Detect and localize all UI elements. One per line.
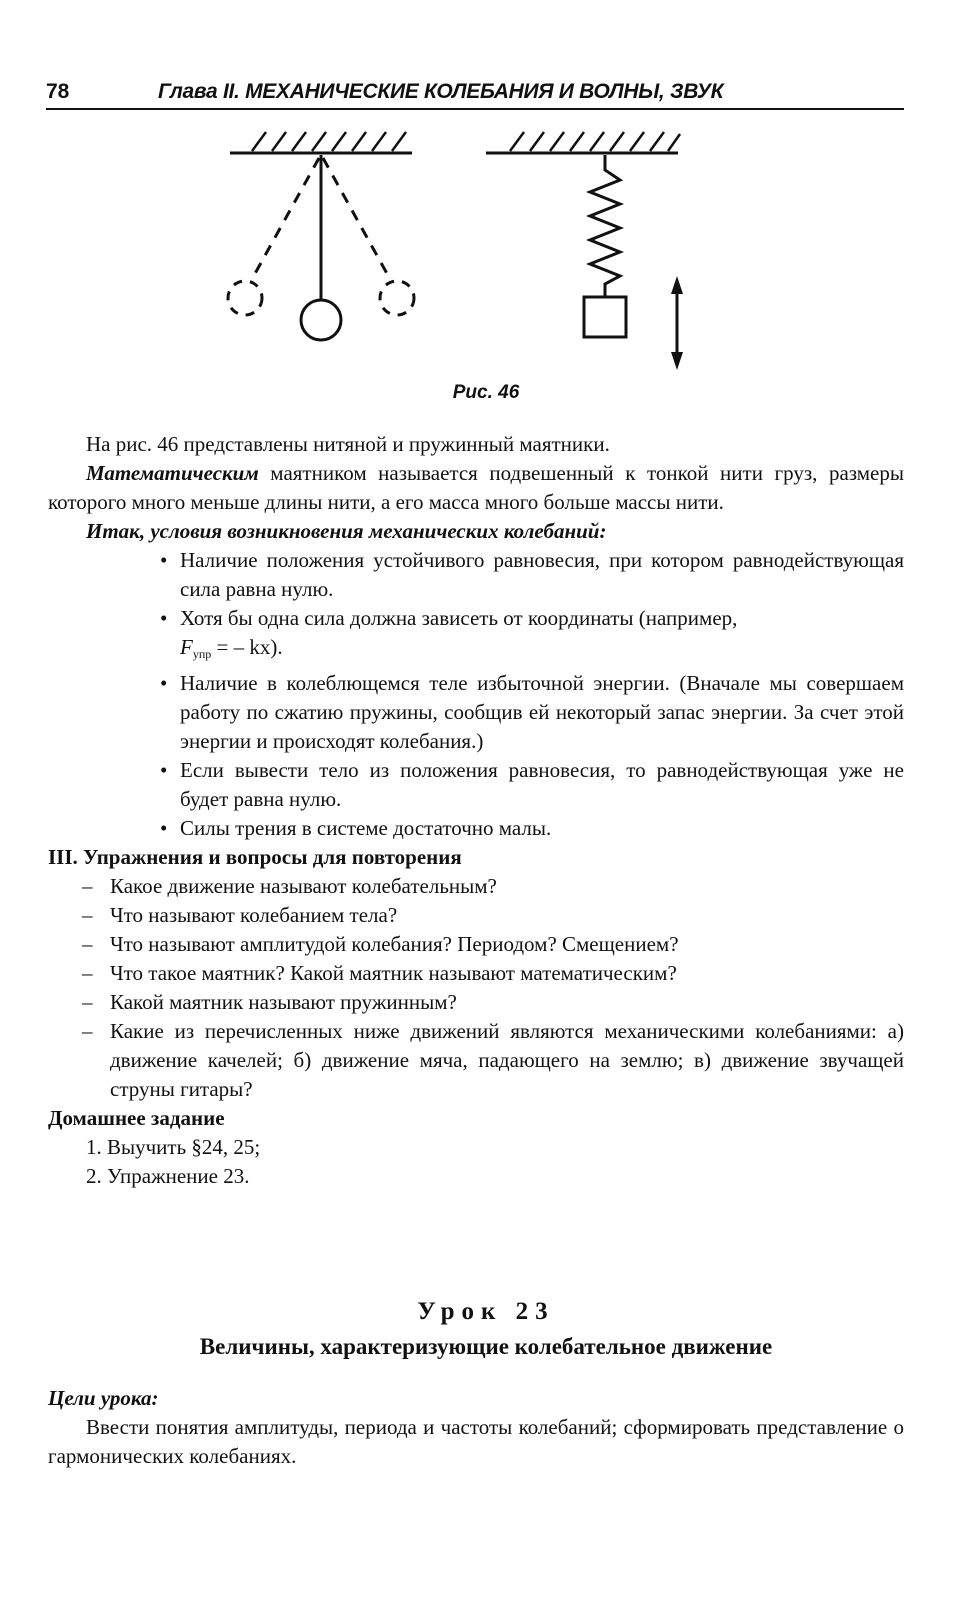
exercises-heading: III. Упражнения и вопросы для повторения bbox=[48, 845, 462, 869]
dash-marker: – bbox=[82, 903, 93, 927]
list-item: – Что называют колебанием тела? bbox=[110, 901, 904, 930]
list-item: • Наличие положения устойчивого равновесия, при котором равнодействующая сила равна нулю. bbox=[160, 548, 904, 601]
bullet-marker: • bbox=[160, 816, 168, 840]
oscillation-arrow-down-head bbox=[671, 352, 683, 370]
formula-subscript: упр bbox=[192, 647, 212, 661]
oscillation-arrow-up-head bbox=[671, 276, 683, 294]
formula-f: F bbox=[180, 635, 193, 659]
lesson-number: Урок 23 bbox=[417, 1298, 555, 1325]
pendulum-ceiling-hatch bbox=[252, 132, 406, 151]
homework-list bbox=[48, 1133, 904, 1191]
pendulum-left-position-bob bbox=[228, 281, 262, 315]
spring-pendulum bbox=[486, 132, 683, 370]
goals-text: Ввести понятия амплитуды, периода и частоты колебаний; сформировать представление о гармонических колебаниях. bbox=[48, 1415, 904, 1468]
exercises-list bbox=[48, 872, 904, 1104]
pendulum-left-position-thread bbox=[252, 158, 319, 279]
homework-heading: Домашнее задание bbox=[48, 1106, 225, 1130]
list-item: 2. Упражнение 23. bbox=[86, 1164, 250, 1188]
definition-term: Математическим bbox=[86, 461, 259, 485]
list-item: – Какое движение называют колебательным? bbox=[110, 872, 904, 901]
list-item: – Какие из перечисленных ниже движений являются механическими колебаниями: а) движение качелей; б) движение мяча, падающего на землю; в) движение звучащей струны гитары? bbox=[82, 1019, 904, 1101]
dash-marker: – bbox=[82, 961, 93, 985]
list-item: • Силы трения в системе достаточно малы. bbox=[180, 814, 904, 843]
bullet-marker: • bbox=[160, 758, 168, 782]
goals-heading: Цели урока: bbox=[48, 1386, 159, 1410]
formula-rest: = – kx). bbox=[211, 635, 283, 659]
dash-marker: – bbox=[82, 1019, 93, 1043]
dash-marker: – bbox=[82, 932, 93, 956]
figure-46-pendulums bbox=[0, 0, 972, 380]
definition-text: маятником называется подвешенный к тонкой нити груз, размеры которого много меньше длины нити, а его масса много больше массы нити. bbox=[48, 461, 904, 514]
pendulum-bob bbox=[301, 300, 341, 340]
bullet-marker: • bbox=[160, 548, 168, 572]
definition-paragraph bbox=[48, 459, 904, 517]
figure-caption: Рис. 46 bbox=[452, 382, 520, 403]
list-item: – Что называют амплитудой колебания? Периодом? Смещением? bbox=[110, 930, 904, 959]
list-item: • Хотя бы одна сила должна зависеть от координаты (например, $F_{упр}$ = – kx). bbox=[160, 606, 738, 661]
list-item: – Что такое маятник? Какой маятник называют математическим? bbox=[110, 959, 904, 988]
bullet-marker: • bbox=[160, 606, 168, 630]
list-item: 1. Выучить §24, 25; bbox=[86, 1135, 261, 1159]
pendulum-right-position-bob bbox=[380, 281, 414, 315]
intro-block bbox=[48, 430, 904, 1191]
dash-marker: – bbox=[82, 990, 93, 1014]
conditions-heading: Итак, условия возникновения механических колебаний: bbox=[86, 519, 607, 543]
list-item: • Если вывести тело из положения равновесия, то равнодействующая уже не будет равна нулю. bbox=[160, 758, 904, 811]
lesson-title: Величины, характеризующие колебательное движение bbox=[199, 1334, 773, 1359]
lesson-goals-block bbox=[48, 1384, 904, 1471]
dash-marker: – bbox=[82, 874, 93, 898]
list-item: • Наличие в колеблющемся теле избыточной энергии. (Вначале мы совершаем работу по сжатию пружины, сообщив ей некоторый запас энергии. За счет этой энергии и происходят колебания.) bbox=[160, 671, 904, 753]
spring-coil bbox=[590, 155, 620, 297]
pendulum-right-position-thread bbox=[323, 158, 390, 279]
list-item: – Какой маятник называют пружинным? bbox=[110, 988, 904, 1017]
page-number: 78 bbox=[46, 80, 70, 103]
bullet-marker: • bbox=[160, 671, 168, 695]
spring-weight bbox=[584, 297, 626, 337]
conditions-list bbox=[48, 546, 904, 843]
chapter-title: Глава II. МЕХАНИЧЕСКИЕ КОЛЕБАНИЯ И ВОЛНЫ, ЗВУК bbox=[158, 80, 724, 103]
thread-pendulum bbox=[228, 132, 414, 340]
spring-ceiling-hatch bbox=[510, 132, 680, 151]
intro-sentence: На рис. 46 представлены нитяной и пружинный маятники. bbox=[86, 432, 610, 456]
